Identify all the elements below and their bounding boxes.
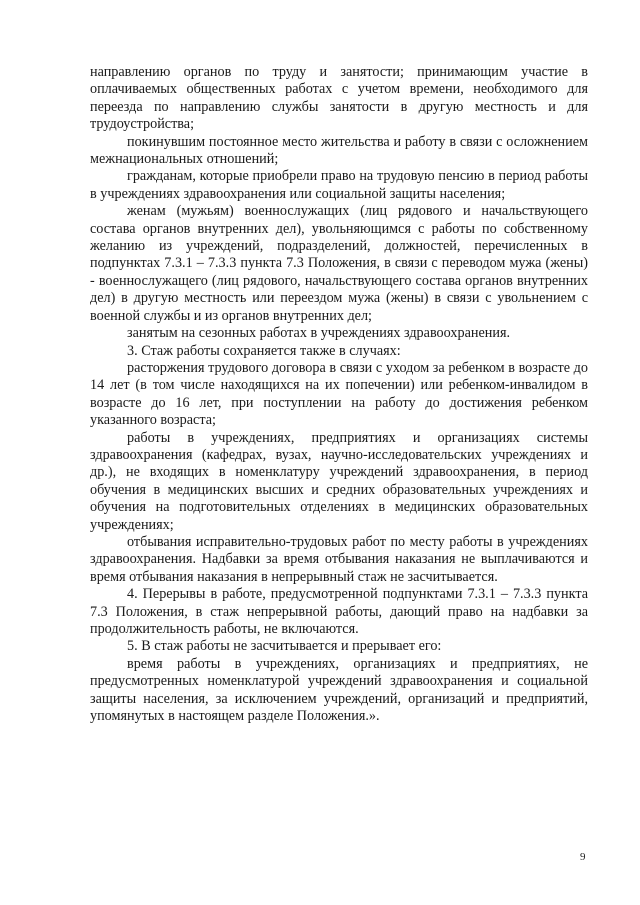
paragraph-1: направлению органов по труду и занятости; принимающим участие в оплачиваемых общественных работах с учетом времени, необходимого для переезда по направлению службы занятости в другую местность и для трудоустройства; — [90, 64, 588, 133]
paragraph-9: отбывания исправительно-трудовых работ по месту работы в учреждениях здравоохранения. Надбавки за время отбывания наказания не выплачиваются и время отбывания наказания в непрерывный стаж не засчитывается. — [90, 533, 588, 585]
paragraph-3: гражданам, которые приобрели право на трудовую пенсию в период работы в учреждениях здравоохранения или социальной защиты населения; — [90, 168, 588, 202]
document-body — [90, 64, 588, 725]
paragraph-8: работы в учреждениях, предприятиях и организациях системы здравоохранения (кафедрах, вузах, научно-исследовательских учреждениях и др.), не входящих в номенклатуру учреждений здравоохранения, в период обучения в медицинских высших и средних образовательных учреждениях и обучения на подготовительных отделениях в медицинских образовательных учреждениях; — [90, 429, 588, 533]
paragraph-6: 3. Стаж работы сохраняется также в случаях: — [127, 342, 401, 359]
paragraph-10: 4. Перерывы в работе, предусмотренной подпунктами 7.3.1 – 7.3.3 пункта 7.3 Положения, в стаж непрерывной работы, дающий право на надбавки за продолжительность работы, не включаются. — [90, 586, 588, 637]
paragraph-2: покинувшим постоянное место жительства и работу в связи с осложнением межнациональных отношений; — [90, 133, 588, 168]
page-number: 9 — [580, 851, 586, 863]
paragraph-7: расторжения трудового договора в связи с уходом за ребенком в возрасте до 14 лет (в том числе находящихся на их попечении) или ребенком-инвалидом в возрасте до 16 лет, при поступлении на работу до достижения ребенком указанного возраста; — [90, 359, 588, 429]
paragraph-4: женам (мужьям) военнослужащих (лиц рядового и начальствующего состава органов внутренних дел), увольняющимся с работы по собственному желанию из учреждений, подразделений, должностей, перечисленных в подпунктах 7.3.1 – 7.3.3 пункта 7.3 Положения, в связи с переводом мужа (жены) - военнослужащего (лиц рядового, начальствующего состава органов внутренних дел) в другую местность или переездом мужа (жены) в связи с увольнением с военной службы и из органов внутренних дел; — [90, 203, 588, 324]
paragraph-11: 5. В стаж работы не засчитывается и прерывает его: — [127, 638, 442, 655]
paragraph-12: время работы в учреждениях, организациях и предприятиях, не предусмотренных номенклатурой учреждений здравоохранения и социальной защиты населения, за исключением учреждений, организаций и предприятий, упомянутых в настоящем разделе Положения.». — [90, 655, 588, 725]
paragraph-5: занятым на сезонных работах в учреждениях здравоохранения. — [127, 325, 511, 342]
